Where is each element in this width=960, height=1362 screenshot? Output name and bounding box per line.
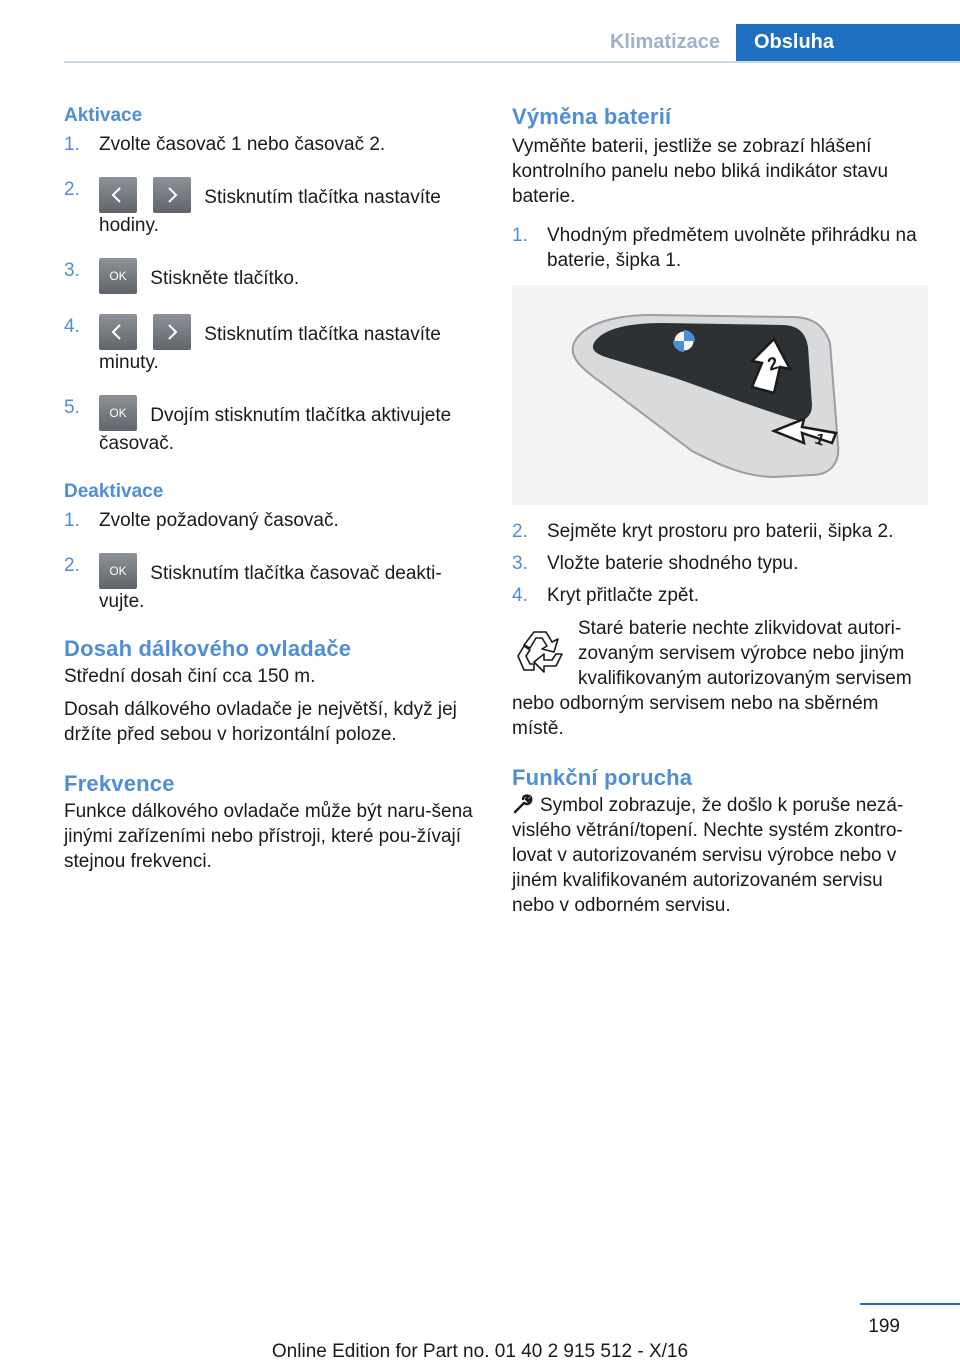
chevron-right-icon [153,314,191,350]
battery-step-1 [512,223,930,273]
right-column [512,100,930,918]
left-column [64,100,480,874]
step-number: 1. [64,134,80,155]
battery-step-4 [512,583,930,608]
activation-step-2 [64,177,480,238]
frequency-heading: Frekvence [64,771,175,796]
step-text: Sejměte kryt prostoru pro baterii, šipka 2. [547,521,894,542]
step-number: 5. [64,397,80,418]
step-text: Vložte baterie shodného typu. [547,553,799,574]
ok-button-icon [99,395,137,431]
range-heading: Dosah dálkového ovladače [64,636,352,661]
footer-divider [860,1303,960,1305]
recycle-icon [512,624,568,680]
deactivation-steps [64,508,480,614]
wrench-icon [512,794,534,814]
step-number: 2. [64,179,80,200]
chevron-left-icon [99,314,137,350]
step-text: Stiskněte tlačítko. [145,268,300,289]
deactivation-heading: Deaktivace [64,481,164,502]
recycle-note [512,616,930,741]
activation-step-1 [64,132,480,157]
section-tab-klimatizace[interactable]: Klimatizace [609,31,721,53]
ok-button-icon [99,553,137,589]
step-text: Vhodným předmětem uvolněte přihrádku na baterie, šipka 1. [547,225,917,271]
battery-step-3 [512,551,930,576]
step-number: 1. [512,225,528,246]
svg-text:OK: OK [109,406,127,420]
step-text: Zvolte požadovaný časovač. [99,510,339,531]
step-text: Dvojím stisknutím tlačítka aktivujete časovač. [99,405,452,454]
ok-button-icon [99,258,137,294]
step-text: Kryt přitlačte zpět. [547,585,700,606]
malfunction-heading: Funkční porucha [512,765,693,790]
step-number: 2. [512,521,528,542]
recycle-text: Staré baterie nechte zlikvidovat autori‐zovaným servisem výrobce nebo jiným kvalifikovaným autorizovaným servisem nebo odborným servisem nebo na sběrném místě. [512,618,912,739]
edition-line: Online Edition for Part no. 01 40 2 915 512 - X/16 [271,1341,689,1362]
page-number: 199 [868,1316,900,1337]
battery-step-list-2 [512,519,930,608]
activation-steps [64,132,480,456]
malfunction-text: Symbol zobrazuje, že došlo k poruše nezá‐vislého větrání/topení. Nechte systém zkontro‐lovat v autorizovaném servisu výrobce nebo v jiném kvalifikovaném autorizovaném servisu nebo v odborném servisu. [512,795,904,916]
battery-step-list-1 [512,223,930,273]
arrow-2-label: 2 [765,352,781,375]
step-number: 1. [64,510,80,531]
step-number: 3. [64,260,80,281]
step-number: 2. [64,555,80,576]
range-paragraph-1: Střední dosah činí cca 150 m. [64,666,316,687]
recycle-paragraph [512,616,930,741]
activation-step-4 [64,314,480,375]
deactivation-step-2 [64,553,480,614]
chevron-right-icon [153,177,191,213]
activation-step-5 [64,395,480,456]
step-number: 3. [512,553,528,574]
step-text: Stisknutím tlačítka nastavíte hodiny. [99,187,441,236]
step-text: Stisknutím tlačítka nastavíte minuty. [99,324,441,373]
svg-text:OK: OK [109,269,127,283]
battery-intro: Vyměňte baterii, jestliže se zobrazí hlášení kontrolního panelu nebo bliká indikátor stavu baterie. [512,136,889,207]
battery-heading: Výměna baterií [512,104,672,129]
battery-step-2 [512,519,930,544]
frequency-paragraph: Funkce dálkového ovladače může být naru‐šena jinými zařízeními nebo přístroji, které pou‐žívají stejnou frekvenci. [64,801,473,872]
key-fob-illustration [512,285,928,505]
section-tab-obsluha[interactable]: Obsluha [736,24,960,61]
malfunction-paragraph [512,793,930,918]
arrow-1-label: 1 [812,430,827,450]
step-number: 4. [512,585,528,606]
key-fob-figure [512,285,928,505]
step-number: 4. [64,316,80,337]
svg-text:OK: OK [109,564,127,578]
step-text: Zvolte časovač 1 nebo časovač 2. [99,134,386,155]
range-paragraph-2: Dosah dálkového ovladače je největší, když jej držíte před sebou v horizontální poloze. [64,699,457,745]
header-divider [64,61,960,63]
deactivation-step-1 [64,508,480,533]
chevron-left-icon [99,177,137,213]
activation-heading: Aktivace [64,105,143,126]
activation-step-3 [64,258,480,294]
step-text: Stisknutím tlačítka časovač deakti‐vujte. [99,563,442,612]
